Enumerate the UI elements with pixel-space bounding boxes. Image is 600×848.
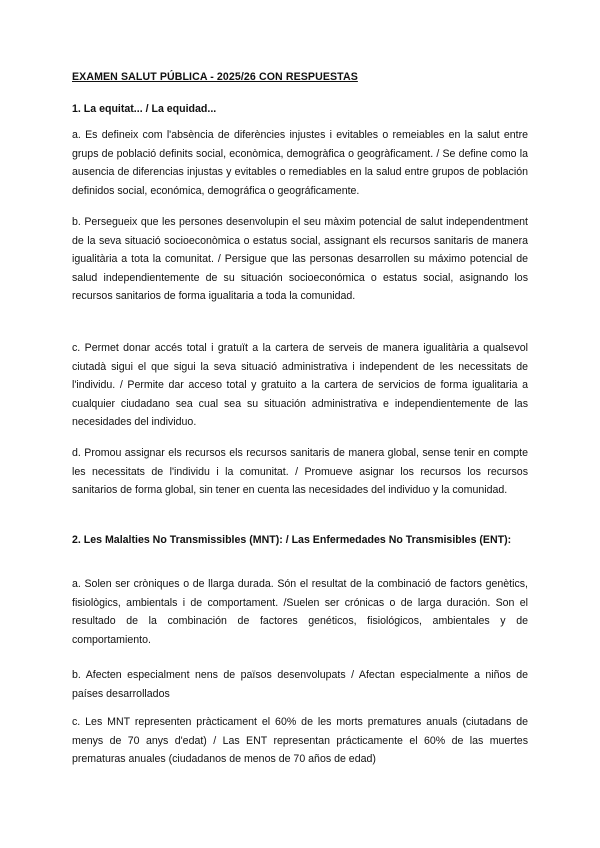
document-title: EXAMEN SALUT PÚBLICA - 2025/26 CON RESPUESTAS xyxy=(72,71,358,83)
question-1-option-d: d. Promou assignar els recursos els recursos sanitaris de manera global, sense tenir en compte les necessitats de l'individu i la comunitat. / Promueve asignar los recursos los recursos sanitarios de forma global, sin tener en cuenta las necesidades del individuo y la comunidad. xyxy=(72,447,528,497)
question-2-heading: 2. Les Malalties No Transmissibles (MNT): / Las Enfermedades No Transmisibles (ENT): xyxy=(72,534,512,546)
question-1-heading: 1. La equitat... / La equidad... xyxy=(72,103,217,115)
question-2-option-b: b. Afecten especialment nens de països desenvolupats / Afectan especialmente a niños de países desarrollados xyxy=(72,669,528,700)
question-2-option-a: a. Solen ser cròniques o de llarga durada. Són el resultat de la combinació de factors genètics, fisiològics, ambientals i de comportament. /Suelen ser crónicas o de larga duración. Son el resultado de la combinación de factores genéticos, fisiológicos, ambientales y de comportamiento. xyxy=(72,578,528,646)
question-2-option-c: c. Les MNT representen pràcticament el 60% de les morts prematures anuals (ciutadans de menys de 70 anys d'edat) / Las ENT representan prácticamente el 60% de las muertes prematuras anuales (ciudadanos de menos de 70 años de edad) xyxy=(72,716,528,766)
question-1-option-a: a. Es defineix com l'absència de diferències injustes i evitables o remeiables en la salut entre grups de població definits social, econòmica, demogràfica o geogràficament. / Se define como la ausencia de diferencias injustas y evitables o remediables en la salud entre grupos de población definidos social, económica, demográfica o geográficamente. xyxy=(72,129,528,197)
question-1-option-b: b. Persegueix que les persones desenvolupin el seu màxim potencial de salut independentment de la seva situació socioeconòmica o estatus social, assignant els recursos sanitaris de manera igualitària a tota la comunitat. / Persigue que las personas desarrollen su máximo potencial de salud independientemente de su situación socioeconómica o estatus social, asignando los recursos sanitarios de forma igualitaria a toda la comunidad. xyxy=(72,216,528,303)
question-1-option-c: c. Permet donar accés total i gratuït a la cartera de serveis de manera igualitària a qualsevol ciutadà sigui el que sigui la seva situació administrativa i independent de les necessitats de l'individu. / Permite dar acceso total y gratuito a la cartera de servicios de forma igualitaria a cualquier ciudadano sea cual sea su situación administrativa e independientemente de las necesidades del individuo. xyxy=(72,342,528,429)
